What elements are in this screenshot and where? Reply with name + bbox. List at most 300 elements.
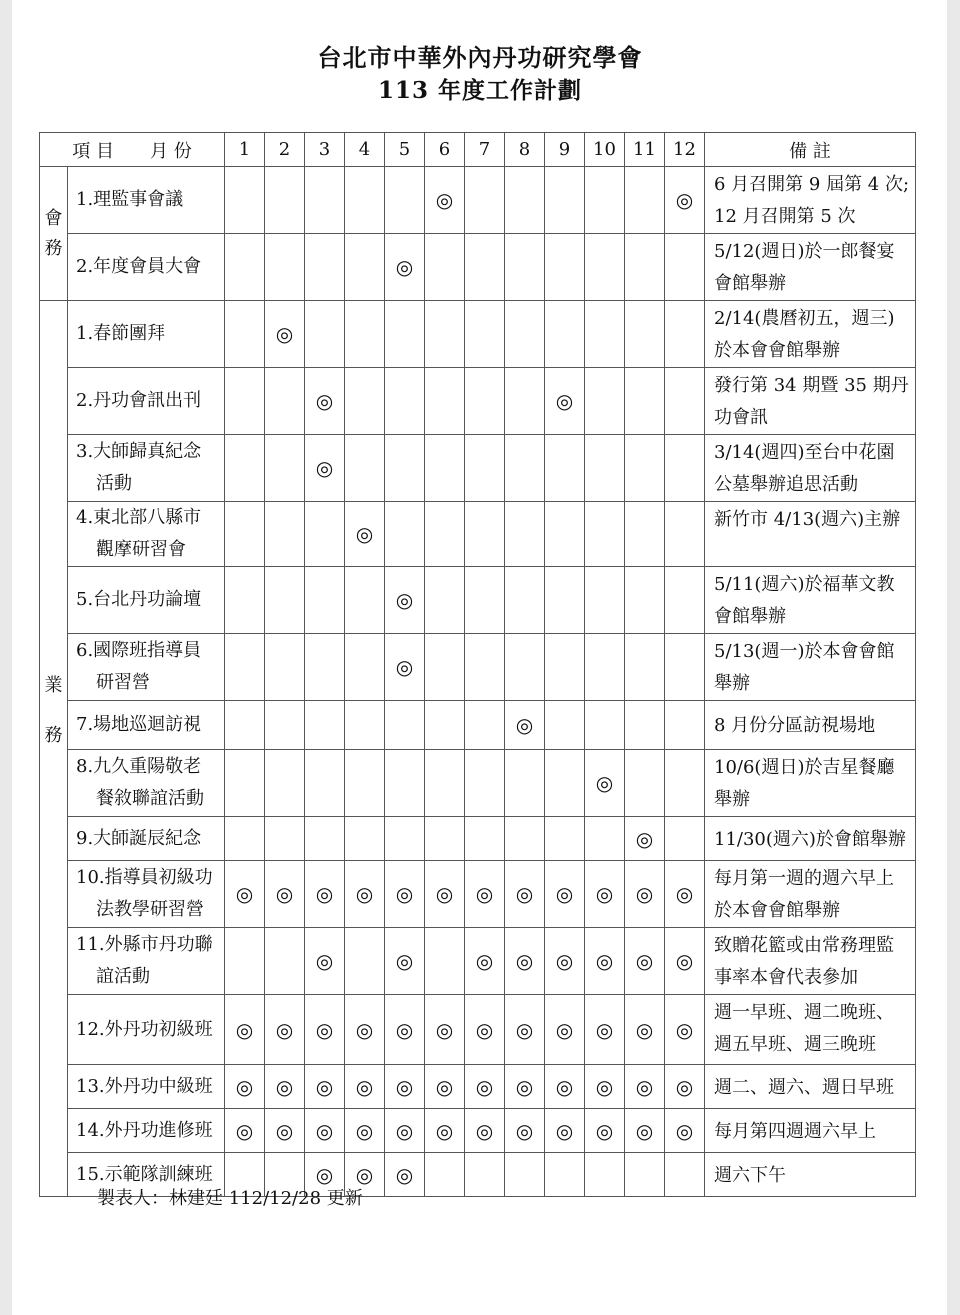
scheduled-mark-icon: ◎: [395, 1017, 414, 1042]
note-cell: 6 月召開第 9 屆第 4 次; 12 月召開第 5 次: [705, 167, 916, 234]
item-name: 1.理監事會議: [68, 167, 225, 234]
month-cell-9: [545, 1065, 585, 1109]
scheduled-mark-icon: ◎: [475, 1118, 494, 1143]
table-row: [40, 1065, 916, 1109]
note-cell: 5/12(週日)於一郎餐宴 會館舉辦: [705, 234, 916, 301]
month-cell-4: [345, 1065, 385, 1109]
scheduled-mark-icon: ◎: [675, 1017, 694, 1042]
month-cell-3: [305, 301, 345, 368]
month-cell-10: [585, 817, 625, 861]
scheduled-mark-icon: ◎: [515, 1074, 534, 1099]
table-row: [40, 634, 916, 701]
scheduled-mark-icon: ◎: [355, 1162, 374, 1187]
table-row: [40, 234, 916, 301]
month-cell-7: [465, 167, 505, 234]
month-cell-2: [265, 750, 305, 817]
category-business: [40, 301, 68, 1197]
note-cell: 8 月份分區訪視場地: [705, 701, 916, 750]
table-row: [40, 861, 916, 928]
month-cell-7: [465, 1065, 505, 1109]
month-cell-1: [225, 234, 265, 301]
scheduled-mark-icon: ◎: [595, 771, 614, 795]
month-cell-4: [345, 701, 385, 750]
month-cell-8: [505, 301, 545, 368]
month-cell-4: [345, 301, 385, 368]
month-cell-3: [305, 502, 345, 567]
month-header-6: 6: [425, 133, 465, 167]
month-cell-9: [545, 701, 585, 750]
item-name: 3.大師歸真紀念 活動: [68, 435, 225, 502]
month-cell-12: [665, 167, 705, 234]
month-cell-9: [545, 634, 585, 701]
month-cell-1: [225, 368, 265, 435]
item-name: 1.春節團拜: [68, 301, 225, 368]
scheduled-mark-icon: ◎: [275, 1074, 294, 1099]
note-cell: 週一早班、週二晚班、 週五早班、週三晚班: [705, 995, 916, 1065]
month-cell-4: [345, 634, 385, 701]
scheduled-mark-icon: ◎: [635, 1118, 654, 1143]
month-cell-7: [465, 368, 505, 435]
month-cell-8: [505, 435, 545, 502]
month-header-12: 12: [665, 133, 705, 167]
item-name: 12.外丹功初級班: [68, 995, 225, 1065]
scheduled-mark-icon: ◎: [315, 882, 334, 906]
month-cell-11: [625, 995, 665, 1065]
month-cell-9: [545, 817, 585, 861]
scheduled-mark-icon: ◎: [275, 882, 294, 906]
scheduled-mark-icon: ◎: [435, 1017, 454, 1042]
month-cell-7: [465, 928, 505, 995]
month-cell-3: [305, 634, 345, 701]
month-cell-5: [385, 1109, 425, 1153]
month-cell-8: [505, 1153, 545, 1197]
month-cell-3: [305, 167, 345, 234]
month-cell-11: [625, 368, 665, 435]
month-cell-4: [345, 861, 385, 928]
month-cell-3: [305, 368, 345, 435]
table-row: [40, 567, 916, 634]
month-cell-10: [585, 1109, 625, 1153]
month-cell-8: [505, 234, 545, 301]
month-cell-4: [345, 234, 385, 301]
note-header: 備 註: [705, 133, 916, 167]
item-name: 14.外丹功進修班: [68, 1109, 225, 1153]
item-month-header: 項 目 月 份: [40, 133, 225, 167]
month-cell-2: [265, 502, 305, 567]
month-cell-4: [345, 567, 385, 634]
item-name: 4.東北部八縣市 觀摩研習會: [68, 502, 225, 567]
month-cell-6: [425, 502, 465, 567]
month-cell-5: [385, 502, 425, 567]
month-cell-5: [385, 167, 425, 234]
month-cell-3: [305, 1109, 345, 1153]
month-cell-12: [665, 435, 705, 502]
month-cell-6: [425, 167, 465, 234]
month-cell-2: [265, 701, 305, 750]
month-cell-4: [345, 1109, 385, 1153]
month-cell-11: [625, 750, 665, 817]
month-cell-1: [225, 1109, 265, 1153]
scheduled-mark-icon: ◎: [275, 322, 294, 346]
month-cell-7: [465, 750, 505, 817]
month-cell-7: [465, 701, 505, 750]
scheduled-mark-icon: ◎: [675, 188, 694, 212]
scheduled-mark-icon: ◎: [315, 456, 334, 480]
item-name: 11.外縣市丹功聯 誼活動: [68, 928, 225, 995]
table-row: [40, 750, 916, 817]
month-cell-4: [345, 368, 385, 435]
month-cell-12: [665, 301, 705, 368]
month-cell-2: [265, 435, 305, 502]
month-cell-11: [625, 634, 665, 701]
table-row: [40, 167, 916, 234]
item-name: 2.丹功會訊出刊: [68, 368, 225, 435]
scheduled-mark-icon: ◎: [315, 1074, 334, 1099]
month-cell-6: [425, 234, 465, 301]
month-cell-1: [225, 167, 265, 234]
month-cell-11: [625, 567, 665, 634]
scheduled-mark-icon: ◎: [395, 1162, 414, 1187]
month-cell-1: [225, 567, 265, 634]
month-cell-6: [425, 368, 465, 435]
month-cell-11: [625, 701, 665, 750]
month-cell-2: [265, 234, 305, 301]
month-cell-8: [505, 634, 545, 701]
scheduled-mark-icon: ◎: [315, 1162, 334, 1187]
table-row: [40, 301, 916, 368]
table-row: [40, 701, 916, 750]
month-cell-5: [385, 817, 425, 861]
scheduled-mark-icon: ◎: [515, 949, 534, 973]
month-cell-8: [505, 567, 545, 634]
month-cell-4: [345, 502, 385, 567]
month-cell-7: [465, 234, 505, 301]
month-cell-10: [585, 861, 625, 928]
month-cell-9: [545, 861, 585, 928]
month-cell-3: [305, 750, 345, 817]
month-cell-12: [665, 701, 705, 750]
scheduled-mark-icon: ◎: [675, 1074, 694, 1099]
note-cell: 發行第 34 期暨 35 期丹 功會訊: [705, 368, 916, 435]
month-cell-3: [305, 701, 345, 750]
month-cell-6: [425, 1153, 465, 1197]
category-business-char-1: 業: [44, 675, 63, 696]
month-cell-7: [465, 1109, 505, 1153]
note-cell: 新竹市 4/13(週六)主辦: [705, 502, 916, 567]
month-header-7: 7: [465, 133, 505, 167]
month-cell-5: [385, 567, 425, 634]
month-cell-10: [585, 1153, 625, 1197]
scheduled-mark-icon: ◎: [515, 713, 534, 737]
scheduled-mark-icon: ◎: [475, 882, 494, 906]
month-cell-2: [265, 567, 305, 634]
scheduled-mark-icon: ◎: [355, 522, 374, 546]
month-cell-8: [505, 995, 545, 1065]
scheduled-mark-icon: ◎: [635, 1017, 654, 1042]
scheduled-mark-icon: ◎: [555, 1017, 574, 1042]
note-cell: 週二、週六、週日早班: [705, 1065, 916, 1109]
month-cell-10: [585, 368, 625, 435]
month-cell-1: [225, 817, 265, 861]
month-cell-1: [225, 750, 265, 817]
item-name: 8.九久重陽敬老 餐敘聯誼活動: [68, 750, 225, 817]
month-cell-9: [545, 234, 585, 301]
month-cell-6: [425, 995, 465, 1065]
month-cell-8: [505, 502, 545, 567]
scheduled-mark-icon: ◎: [355, 1118, 374, 1143]
month-cell-10: [585, 502, 625, 567]
item-name: 6.國際班指導員 研習營: [68, 634, 225, 701]
month-cell-11: [625, 861, 665, 928]
month-cell-3: [305, 234, 345, 301]
month-cell-12: [665, 368, 705, 435]
month-cell-5: [385, 435, 425, 502]
month-cell-2: [265, 301, 305, 368]
month-cell-5: [385, 701, 425, 750]
month-cell-9: [545, 567, 585, 634]
scheduled-mark-icon: ◎: [595, 949, 614, 973]
month-cell-6: [425, 567, 465, 634]
month-cell-5: [385, 301, 425, 368]
scheduled-mark-icon: ◎: [235, 1074, 254, 1099]
month-cell-8: [505, 1065, 545, 1109]
item-name: 5.台北丹功論壇: [68, 567, 225, 634]
month-cell-8: [505, 817, 545, 861]
month-cell-10: [585, 301, 625, 368]
item-name: 2.年度會員大會: [68, 234, 225, 301]
item-name: 7.場地巡迴訪視: [68, 701, 225, 750]
month-cell-2: [265, 928, 305, 995]
month-cell-4: [345, 167, 385, 234]
table-row: [40, 995, 916, 1065]
table-row: [40, 1109, 916, 1153]
table-row: [40, 368, 916, 435]
month-cell-5: [385, 234, 425, 301]
month-cell-10: [585, 234, 625, 301]
month-cell-8: [505, 928, 545, 995]
table-row: [40, 817, 916, 861]
note-cell: 5/13(週一)於本會會館 舉辦: [705, 634, 916, 701]
month-cell-9: [545, 502, 585, 567]
month-cell-5: [385, 995, 425, 1065]
scheduled-mark-icon: ◎: [235, 882, 254, 906]
month-cell-8: [505, 750, 545, 817]
month-cell-5: [385, 928, 425, 995]
scheduled-mark-icon: ◎: [315, 1118, 334, 1143]
month-cell-7: [465, 301, 505, 368]
work-plan-table: [39, 132, 916, 1197]
month-cell-11: [625, 234, 665, 301]
month-cell-7: [465, 567, 505, 634]
month-cell-7: [465, 861, 505, 928]
scheduled-mark-icon: ◎: [395, 1118, 414, 1143]
month-cell-3: [305, 435, 345, 502]
month-cell-7: [465, 1153, 505, 1197]
scheduled-mark-icon: ◎: [435, 188, 454, 212]
document-title: 台北市中華外內丹功研究學會: [317, 43, 643, 72]
month-cell-9: [545, 167, 585, 234]
month-cell-8: [505, 167, 545, 234]
note-cell: 11/30(週六)於會館舉辦: [705, 817, 916, 861]
month-cell-8: [505, 701, 545, 750]
month-header-11: 11: [625, 133, 665, 167]
month-cell-1: [225, 928, 265, 995]
scheduled-mark-icon: ◎: [235, 1118, 254, 1143]
month-cell-10: [585, 567, 625, 634]
month-cell-6: [425, 1065, 465, 1109]
month-cell-12: [665, 1109, 705, 1153]
scheduled-mark-icon: ◎: [595, 882, 614, 906]
scheduled-mark-icon: ◎: [355, 1074, 374, 1099]
month-header-1: 1: [225, 133, 265, 167]
month-cell-7: [465, 817, 505, 861]
month-cell-9: [545, 368, 585, 435]
month-cell-1: [225, 301, 265, 368]
month-cell-12: [665, 567, 705, 634]
scheduled-mark-icon: ◎: [555, 1118, 574, 1143]
month-cell-11: [625, 1153, 665, 1197]
month-cell-6: [425, 435, 465, 502]
month-header-4: 4: [345, 133, 385, 167]
scheduled-mark-icon: ◎: [275, 1118, 294, 1143]
month-cell-4: [345, 995, 385, 1065]
month-cell-7: [465, 995, 505, 1065]
month-cell-6: [425, 701, 465, 750]
scheduled-mark-icon: ◎: [315, 949, 334, 973]
month-cell-11: [625, 435, 665, 502]
month-cell-12: [665, 1065, 705, 1109]
month-cell-6: [425, 750, 465, 817]
item-name: 9.大師誕辰紀念: [68, 817, 225, 861]
month-cell-11: [625, 1065, 665, 1109]
note-cell: 5/11(週六)於福華文教 會館舉辦: [705, 567, 916, 634]
month-cell-9: [545, 1153, 585, 1197]
scheduled-mark-icon: ◎: [315, 389, 334, 413]
month-cell-5: [385, 750, 425, 817]
month-cell-10: [585, 750, 625, 817]
note-cell: 每月第一週的週六早上 於本會會館舉辦: [705, 861, 916, 928]
document-subtitle: 113 年度工作計劃: [377, 77, 583, 104]
month-cell-6: [425, 817, 465, 861]
scheduled-mark-icon: ◎: [435, 882, 454, 906]
month-cell-2: [265, 634, 305, 701]
scheduled-mark-icon: ◎: [635, 882, 654, 906]
month-header-5: 5: [385, 133, 425, 167]
month-header-3: 3: [305, 133, 345, 167]
month-cell-2: [265, 995, 305, 1065]
scheduled-mark-icon: ◎: [555, 949, 574, 973]
month-cell-10: [585, 167, 625, 234]
scheduled-mark-icon: ◎: [395, 588, 414, 612]
month-cell-4: [345, 435, 385, 502]
scheduled-mark-icon: ◎: [395, 882, 414, 906]
scheduled-mark-icon: ◎: [355, 1017, 374, 1042]
month-cell-12: [665, 1153, 705, 1197]
month-header-8: 8: [505, 133, 545, 167]
month-cell-6: [425, 861, 465, 928]
month-cell-9: [545, 750, 585, 817]
author-footer: 製表人：林建廷 112/12/28 更新: [97, 1188, 363, 1209]
month-header-2: 2: [265, 133, 305, 167]
note-cell: 每月第四週週六早上: [705, 1109, 916, 1153]
month-cell-6: [425, 1109, 465, 1153]
month-cell-8: [505, 368, 545, 435]
month-cell-10: [585, 634, 625, 701]
month-cell-2: [265, 368, 305, 435]
scheduled-mark-icon: ◎: [315, 1017, 334, 1042]
month-cell-1: [225, 435, 265, 502]
month-cell-9: [545, 435, 585, 502]
month-cell-7: [465, 502, 505, 567]
month-cell-1: [225, 701, 265, 750]
month-cell-5: [385, 1153, 425, 1197]
scheduled-mark-icon: ◎: [395, 255, 414, 279]
month-cell-7: [465, 634, 505, 701]
month-cell-11: [625, 301, 665, 368]
month-cell-11: [625, 928, 665, 995]
scheduled-mark-icon: ◎: [275, 1017, 294, 1042]
month-cell-9: [545, 1109, 585, 1153]
item-name: 10.指導員初級功 法教學研習營: [68, 861, 225, 928]
month-cell-3: [305, 995, 345, 1065]
month-cell-3: [305, 1065, 345, 1109]
scheduled-mark-icon: ◎: [395, 655, 414, 679]
month-cell-5: [385, 634, 425, 701]
month-cell-1: [225, 634, 265, 701]
table-row: [40, 435, 916, 502]
month-cell-4: [345, 928, 385, 995]
scheduled-mark-icon: ◎: [515, 882, 534, 906]
month-cell-2: [265, 817, 305, 861]
scheduled-mark-icon: ◎: [675, 882, 694, 906]
scheduled-mark-icon: ◎: [555, 1074, 574, 1099]
scheduled-mark-icon: ◎: [635, 826, 654, 851]
scheduled-mark-icon: ◎: [675, 1118, 694, 1143]
category-business-char-2: 務: [44, 725, 63, 746]
month-cell-9: [545, 995, 585, 1065]
month-cell-12: [665, 928, 705, 995]
scheduled-mark-icon: ◎: [555, 882, 574, 906]
month-cell-10: [585, 1065, 625, 1109]
month-cell-9: [545, 301, 585, 368]
month-cell-11: [625, 502, 665, 567]
scheduled-mark-icon: ◎: [475, 949, 494, 973]
month-cell-11: [625, 1109, 665, 1153]
month-cell-4: [345, 750, 385, 817]
month-cell-1: [225, 861, 265, 928]
month-cell-5: [385, 368, 425, 435]
item-name: 15.示範隊訓練班: [68, 1153, 225, 1197]
month-cell-3: [305, 928, 345, 995]
scheduled-mark-icon: ◎: [595, 1118, 614, 1143]
month-cell-2: [265, 861, 305, 928]
month-cell-12: [665, 750, 705, 817]
scheduled-mark-icon: ◎: [475, 1017, 494, 1042]
scheduled-mark-icon: ◎: [395, 949, 414, 973]
scheduled-mark-icon: ◎: [355, 882, 374, 906]
note-cell: 週六下午: [705, 1153, 916, 1197]
month-cell-1: [225, 1065, 265, 1109]
scheduled-mark-icon: ◎: [635, 949, 654, 973]
month-cell-6: [425, 928, 465, 995]
table-row: [40, 928, 916, 995]
month-cell-12: [665, 995, 705, 1065]
month-cell-10: [585, 435, 625, 502]
note-cell: 致贈花籃或由常務理監 事率本會代表參加: [705, 928, 916, 995]
month-cell-11: [625, 817, 665, 861]
month-cell-5: [385, 861, 425, 928]
month-cell-12: [665, 234, 705, 301]
